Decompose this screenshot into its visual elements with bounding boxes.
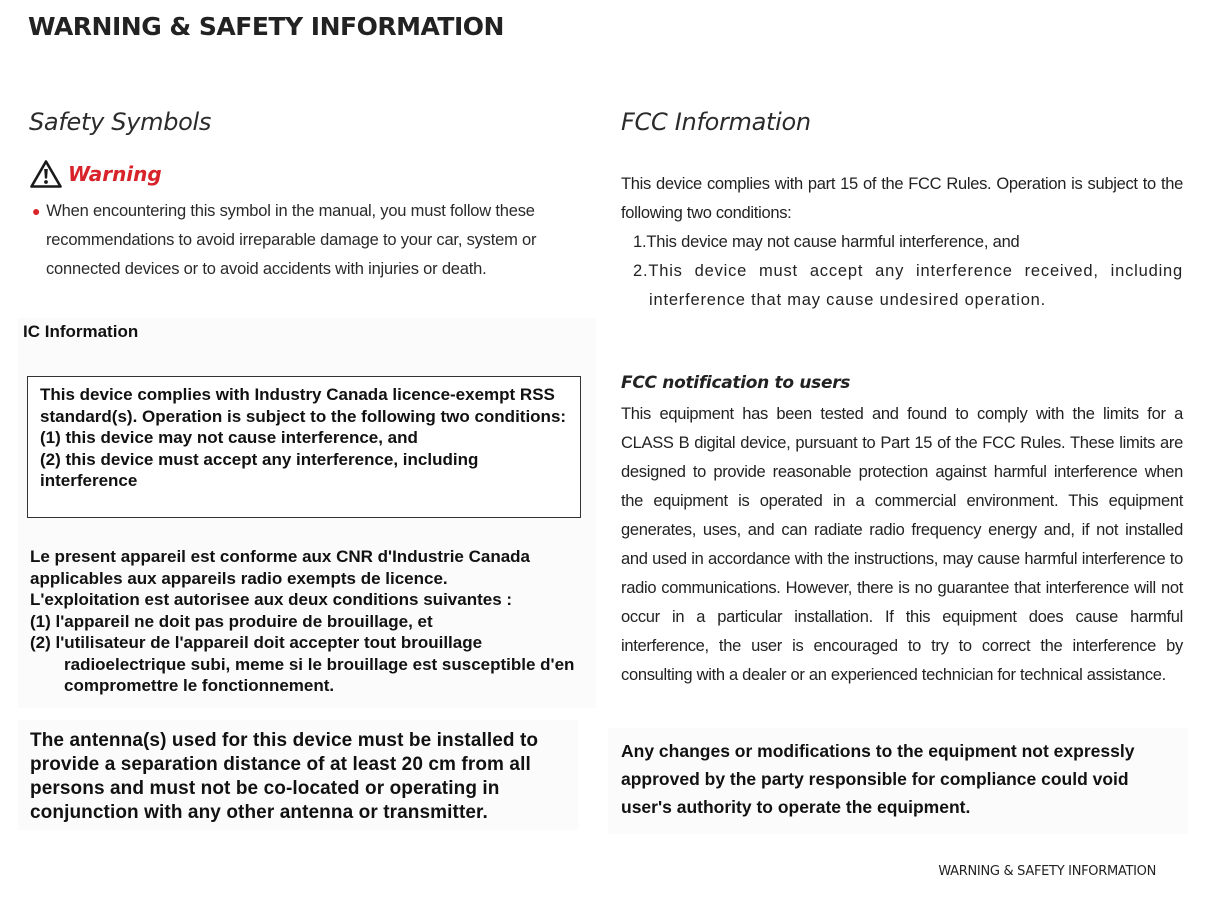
fcc-intro: This device complies with part 15 of the FCC Rules. Operation is subject to the following two conditions: xyxy=(621,175,1183,222)
ic-compliance-box xyxy=(27,376,581,518)
fcc-condition: 1.This device may not cause harmful interference, and xyxy=(633,233,1020,251)
ic-box-line: (1) this device may not cause interference, and xyxy=(40,428,418,447)
warning-triangle-icon xyxy=(30,160,62,188)
french-line: Le present appareil est conforme aux CNR d'Industrie Canada applicables aux appareils radio exempts de licence. xyxy=(30,547,530,588)
warning-heading xyxy=(30,160,162,188)
fcc-notification-text: This equipment has been tested and found to comply with the limits for a CLASS B digital device, pursuant to Part 15 of the FCC Rules. These limits are designed to provide reasonable protection against harmful interference when the equipment is operated in a commercial environment. This equipment generates, uses, and can radiate radio frequency energy and, if not installed and used in accordance with the instructions, may cause harmful interference to radio communications. However, there is no guarantee that interference will not occur in a particular installation. If this equipment does cause harmful interference, the user is encouraged to try to correct the interference by consulting with a dealer or an experienced technician for technical assistance. xyxy=(621,405,1183,684)
french-line: (1) l'appareil ne doit pas produire de brouillage, et xyxy=(30,611,433,631)
ic-information-heading: IC Information xyxy=(23,322,139,341)
footer-label: WARNING & SAFETY INFORMATION xyxy=(938,864,1156,879)
fcc-conditions-list xyxy=(633,228,1183,315)
ic-box-line: This device complies with Industry Canada licence-exempt RSS standard(s). Operation is subject to the following two conditions: xyxy=(40,385,567,426)
ic-box-line: (2) this device must accept any interference, including interference xyxy=(40,449,479,490)
fcc-changes-statement: Any changes or modifications to the equipment not expressly approved by the party responsible for compliance could void user's authority to operate the equipment. xyxy=(621,741,1135,817)
warning-label: Warning xyxy=(68,162,162,186)
french-line: (2) l'utilisateur de l'appareil doit accepter tout brouillage radioelectrique subi, meme si le brouillage est susceptible d'en compromettre le fonctionnement. xyxy=(30,633,575,695)
ic-french-text xyxy=(30,546,590,697)
french-line: L'exploitation est autorisee aux deux conditions suivantes : xyxy=(30,590,513,609)
bullet-dot-icon: ● xyxy=(32,203,41,219)
fcc-information-title: FCC Information xyxy=(621,108,811,136)
fcc-condition: 2.This device must accept any interference received, including interference that may cause undesired operation. xyxy=(633,262,1183,309)
fcc-notification-title: FCC notification to users xyxy=(621,373,851,393)
warning-bullet-text: When encountering this symbol in the manual, you must follow these recommendations to avoid irreparable damage to your car, system or connected devices or to avoid accidents with injuries or death. xyxy=(46,202,537,278)
page-title: WARNING & SAFETY INFORMATION xyxy=(28,12,504,41)
warning-bullet xyxy=(30,197,611,284)
safety-symbols-title: Safety Symbols xyxy=(29,108,212,136)
antenna-statement: The antenna(s) used for this device must be installed to provide a separation distance of at least 20 cm from all persons and must not be co-located or operating in conjunction with any other antenna or transmitter. xyxy=(30,730,539,823)
